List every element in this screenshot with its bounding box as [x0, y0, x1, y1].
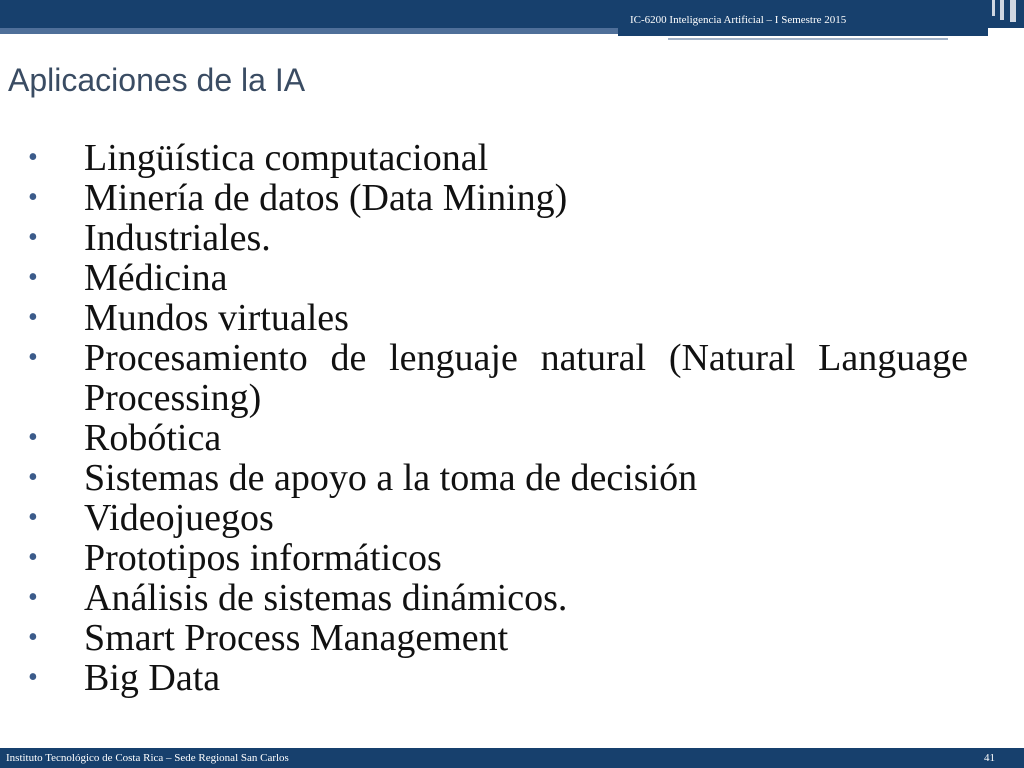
bullet-text: Industriales.: [84, 217, 271, 259]
bullet-dot-icon: •: [28, 342, 38, 373]
bullet-dot-icon: •: [28, 142, 38, 173]
bullet-item: [28, 458, 968, 498]
bullet-dot-icon: •: [28, 262, 38, 293]
bullet-item: [28, 578, 968, 618]
bullet-item: [28, 538, 968, 578]
bullet-text: Procesamiento de lenguaje natural (Natural Language Processing): [84, 337, 968, 419]
header-underline: [668, 38, 948, 40]
decorative-bar: [1010, 0, 1016, 22]
bullet-dot-icon: •: [28, 622, 38, 653]
bullet-dot-icon: •: [28, 422, 38, 453]
bullet-item: [28, 618, 968, 658]
bullet-list: [28, 138, 968, 698]
bullet-dot-icon: •: [28, 502, 38, 533]
bullet-item: [28, 218, 968, 258]
bullet-item: [28, 258, 968, 298]
bullet-item: [28, 658, 968, 698]
bullet-text: Minería de datos (Data Mining): [84, 177, 568, 219]
bullet-item: [28, 138, 968, 178]
bullet-text: Lingüística computacional: [84, 137, 489, 179]
bullet-text: Big Data: [84, 657, 221, 699]
bullet-text: Mundos virtuales: [84, 297, 349, 339]
course-label: IC-6200 Inteligencia Artificial – I Semestre 2015: [630, 14, 847, 26]
bullet-dot-icon: •: [28, 182, 38, 213]
bullet-item: [28, 338, 968, 418]
bullet-dot-icon: •: [28, 302, 38, 333]
bullet-dot-icon: •: [28, 542, 38, 573]
bullet-dot-icon: •: [28, 462, 38, 493]
bullet-dot-icon: •: [28, 222, 38, 253]
bullet-item: [28, 498, 968, 538]
bullet-item: [28, 178, 968, 218]
bullet-text: Prototipos informáticos: [84, 537, 442, 579]
decorative-bar: [992, 0, 995, 16]
header-accent-stripe: [0, 28, 618, 34]
bullet-text: Smart Process Management: [84, 617, 509, 659]
bullet-text: Videojuegos: [84, 497, 274, 539]
slide-title: Aplicaciones de la IA: [8, 62, 306, 98]
bullet-text: Robótica: [84, 417, 222, 459]
bullet-dot-icon: •: [28, 662, 38, 693]
page-number: 41: [984, 752, 995, 764]
institution-label: Instituto Tecnológico de Costa Rica – Sede Regional San Carlos: [6, 752, 289, 764]
decorative-bar: [1000, 0, 1004, 20]
bullet-item: [28, 298, 968, 338]
bullet-text: Sistemas de apoyo a la toma de decisión: [84, 457, 698, 499]
bullet-dot-icon: •: [28, 582, 38, 613]
bullet-text: Médicina: [84, 257, 228, 299]
bullet-text: Análisis de sistemas dinámicos.: [84, 577, 568, 619]
bullet-item: [28, 418, 968, 458]
